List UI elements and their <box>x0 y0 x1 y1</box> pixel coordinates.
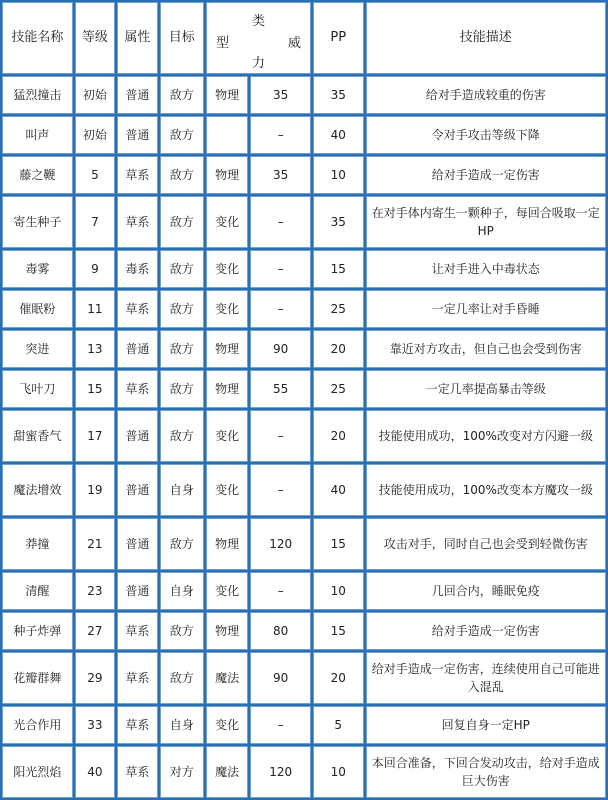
cell-type: 变化 <box>206 250 248 288</box>
cell-attr: 普通 <box>117 410 157 462</box>
cell-type <box>206 116 248 154</box>
cell-target: 敌方 <box>160 612 204 650</box>
cell-pp: 20 <box>313 410 364 462</box>
cell-pp: 35 <box>313 196 364 248</box>
cell-desc: 靠近对方攻击，但自己也会受到伤害 <box>366 330 607 368</box>
table-row <box>2 290 606 328</box>
cell-pp: 25 <box>313 290 364 328</box>
cell-attr: 普通 <box>117 518 157 570</box>
header-type-char-2: 型 <box>215 36 229 51</box>
cell-type: 物理 <box>206 156 248 194</box>
cell-target: 敌方 <box>160 116 204 154</box>
cell-desc: 回复自身一定HP <box>366 706 607 744</box>
table-row <box>2 464 606 516</box>
cell-target: 敌方 <box>160 410 204 462</box>
cell-desc: 技能使用成功，100%改变本方魔攻一级 <box>366 464 607 516</box>
table-row <box>2 330 606 368</box>
cell-power: – <box>250 464 311 516</box>
cell-level: 9 <box>75 250 115 288</box>
cell-attr: 毒系 <box>117 250 157 288</box>
cell-attr: 草系 <box>117 652 157 704</box>
cell-level: 27 <box>75 612 115 650</box>
cell-level: 23 <box>75 572 115 610</box>
cell-power: 55 <box>250 370 311 408</box>
table-row <box>2 196 606 248</box>
cell-type: 物理 <box>206 76 248 114</box>
cell-pp: 35 <box>313 76 364 114</box>
header-power-char-2: 力 <box>251 56 265 71</box>
cell-level: 33 <box>75 706 115 744</box>
cell-desc: 在对手体内寄生一颗种子，每回合吸取一定HP <box>366 196 607 248</box>
cell-power: 80 <box>250 612 311 650</box>
cell-level: 40 <box>75 746 115 798</box>
cell-pp: 40 <box>313 464 364 516</box>
cell-pp: 20 <box>313 652 364 704</box>
cell-pp: 10 <box>313 572 364 610</box>
cell-pp: 15 <box>313 518 364 570</box>
cell-level: 初始 <box>75 76 115 114</box>
cell-type: 变化 <box>206 290 248 328</box>
cell-type: 变化 <box>206 196 248 248</box>
cell-pp: 40 <box>313 116 364 154</box>
cell-type: 变化 <box>206 572 248 610</box>
cell-attr: 草系 <box>117 706 157 744</box>
cell-name: 毒雾 <box>2 250 73 288</box>
cell-power: – <box>250 706 311 744</box>
cell-type: 变化 <box>206 410 248 462</box>
header-desc: 技能描述 <box>366 2 607 74</box>
cell-power: – <box>250 290 311 328</box>
cell-attr: 草系 <box>117 156 157 194</box>
table-row <box>2 76 606 114</box>
cell-name: 藤之鞭 <box>2 156 73 194</box>
cell-attr: 草系 <box>117 612 157 650</box>
cell-power: – <box>250 410 311 462</box>
header-type-char-1: 类 <box>251 14 265 29</box>
cell-level: 19 <box>75 464 115 516</box>
cell-name: 清醒 <box>2 572 73 610</box>
cell-level: 11 <box>75 290 115 328</box>
table-row <box>2 518 606 570</box>
header-name: 技能名称 <box>2 2 73 74</box>
cell-name: 叫声 <box>2 116 73 154</box>
cell-target: 敌方 <box>160 76 204 114</box>
header-target: 目标 <box>160 2 204 74</box>
cell-power: – <box>250 196 311 248</box>
cell-pp: 25 <box>313 370 364 408</box>
cell-power: 90 <box>250 652 311 704</box>
cell-desc: 技能使用成功，100%改变对方闪避一级 <box>366 410 607 462</box>
cell-desc: 给对手造成一定伤害 <box>366 156 607 194</box>
cell-target: 敌方 <box>160 156 204 194</box>
cell-target: 敌方 <box>160 370 204 408</box>
header-attr: 属性 <box>117 2 157 74</box>
table-row <box>2 250 606 288</box>
cell-name: 阳光烈焰 <box>2 746 73 798</box>
cell-attr: 普通 <box>117 464 157 516</box>
table-row <box>2 572 606 610</box>
cell-desc: 令对手攻击等级下降 <box>366 116 607 154</box>
cell-type: 物理 <box>206 330 248 368</box>
cell-power: – <box>250 250 311 288</box>
cell-name: 催眠粉 <box>2 290 73 328</box>
cell-attr: 普通 <box>117 330 157 368</box>
cell-desc: 给对手造成一定伤害 <box>366 612 607 650</box>
cell-target: 自身 <box>160 572 204 610</box>
cell-level: 13 <box>75 330 115 368</box>
cell-power: 35 <box>250 156 311 194</box>
cell-name: 种子炸弹 <box>2 612 73 650</box>
cell-pp: 15 <box>313 612 364 650</box>
cell-attr: 普通 <box>117 572 157 610</box>
header-pp: PP <box>313 2 364 74</box>
cell-name: 甜蜜香气 <box>2 410 73 462</box>
cell-type: 魔法 <box>206 746 248 798</box>
cell-desc: 让对手进入中毒状态 <box>366 250 607 288</box>
cell-power: – <box>250 116 311 154</box>
cell-type: 物理 <box>206 518 248 570</box>
cell-desc: 本回合准备，下回合发动攻击，给对手造成巨大伤害 <box>366 746 607 798</box>
cell-level: 15 <box>75 370 115 408</box>
cell-type: 物理 <box>206 612 248 650</box>
cell-attr: 普通 <box>117 76 157 114</box>
cell-target: 敌方 <box>160 652 204 704</box>
cell-target: 对方 <box>160 746 204 798</box>
cell-name: 猛烈撞击 <box>2 76 73 114</box>
cell-name: 莽撞 <box>2 518 73 570</box>
table-row <box>2 156 606 194</box>
cell-desc: 攻击对手，同时自己也会受到轻微伤害 <box>366 518 607 570</box>
cell-name: 魔法增效 <box>2 464 73 516</box>
cell-name: 突进 <box>2 330 73 368</box>
table-row <box>2 706 606 744</box>
header-row <box>2 2 606 74</box>
cell-type: 变化 <box>206 706 248 744</box>
cell-pp: 10 <box>313 746 364 798</box>
cell-attr: 普通 <box>117 116 157 154</box>
cell-name: 花瓣群舞 <box>2 652 73 704</box>
cell-pp: 10 <box>313 156 364 194</box>
cell-attr: 草系 <box>117 370 157 408</box>
cell-target: 敌方 <box>160 250 204 288</box>
cell-level: 5 <box>75 156 115 194</box>
cell-desc: 一定几率提高暴击等级 <box>366 370 607 408</box>
cell-attr: 草系 <box>117 746 157 798</box>
cell-target: 敌方 <box>160 290 204 328</box>
cell-power: 35 <box>250 76 311 114</box>
cell-desc: 几回合内，睡眠免疫 <box>366 572 607 610</box>
cell-power: – <box>250 572 311 610</box>
cell-attr: 草系 <box>117 196 157 248</box>
cell-desc: 一定几率让对手昏睡 <box>366 290 607 328</box>
cell-target: 自身 <box>160 464 204 516</box>
cell-target: 敌方 <box>160 196 204 248</box>
cell-power: 120 <box>250 518 311 570</box>
cell-type: 变化 <box>206 464 248 516</box>
cell-pp: 20 <box>313 330 364 368</box>
cell-attr: 草系 <box>117 290 157 328</box>
cell-pp: 15 <box>313 250 364 288</box>
cell-target: 自身 <box>160 706 204 744</box>
table-row <box>2 652 606 704</box>
cell-target: 敌方 <box>160 518 204 570</box>
cell-name: 寄生种子 <box>2 196 73 248</box>
cell-level: 29 <box>75 652 115 704</box>
cell-target: 敌方 <box>160 330 204 368</box>
table-row <box>2 746 606 798</box>
table-row <box>2 370 606 408</box>
table-row <box>2 612 606 650</box>
cell-level: 初始 <box>75 116 115 154</box>
cell-pp: 5 <box>313 706 364 744</box>
cell-name: 飞叶刀 <box>2 370 73 408</box>
header-type-power <box>206 2 311 74</box>
cell-type: 物理 <box>206 370 248 408</box>
cell-name: 光合作用 <box>2 706 73 744</box>
cell-power: 120 <box>250 746 311 798</box>
header-power-char-1: 威 <box>287 36 301 51</box>
cell-level: 17 <box>75 410 115 462</box>
table-row <box>2 410 606 462</box>
cell-type: 魔法 <box>206 652 248 704</box>
header-level: 等级 <box>75 2 115 74</box>
cell-desc: 给对手造成一定伤害，连续使用自己可能进入混乱 <box>366 652 607 704</box>
cell-level: 21 <box>75 518 115 570</box>
cell-desc: 给对手造成较重的伤害 <box>366 76 607 114</box>
cell-level: 7 <box>75 196 115 248</box>
cell-power: 90 <box>250 330 311 368</box>
table-row <box>2 116 606 154</box>
